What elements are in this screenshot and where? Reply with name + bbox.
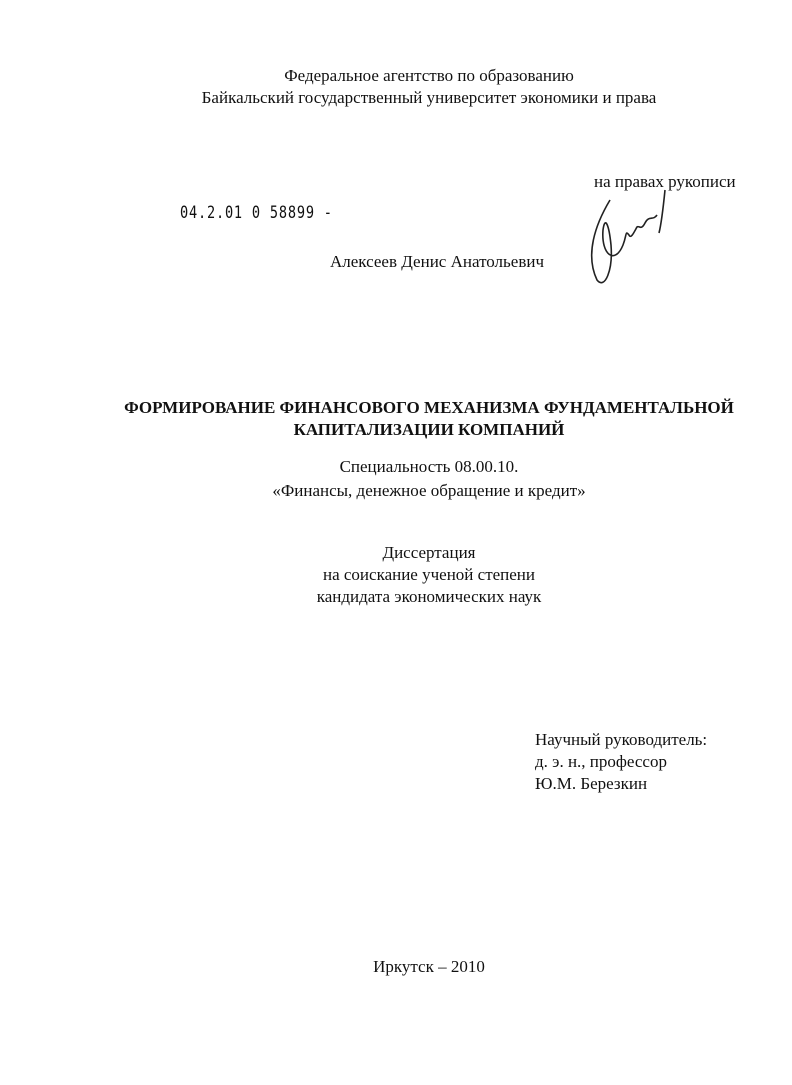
supervisor-label: Научный руководитель: xyxy=(535,730,708,749)
specialty-name: «Финансы, денежное обращение и кредит» xyxy=(272,481,586,500)
supervisor-degree: д. э. н., профессор xyxy=(535,752,667,771)
degree-line-1: Диссертация xyxy=(382,543,476,562)
registration-stamp: 04.2.01 0 58899 - xyxy=(180,203,333,223)
degree-line-3: кандидата экономических наук xyxy=(316,587,542,606)
signature-icon xyxy=(575,185,695,290)
author-name: Алексеев Денис Анатольевич xyxy=(329,252,545,271)
dissertation-title-line-2: КАПИТАЛИЗАЦИИ КОМПАНИЙ xyxy=(293,420,565,439)
dissertation-title-line-1: ФОРМИРОВАНИЕ ФИНАНСОВОГО МЕХАНИЗМА ФУНДАМЕНТАЛЬНОЙ xyxy=(124,398,734,417)
supervisor-name: Ю.М. Березкин xyxy=(535,774,648,793)
agency-name: Федеральное агентство по образованию xyxy=(284,66,574,85)
city-year: Иркутск – 2010 xyxy=(373,957,485,976)
specialty-code: Специальность 08.00.10. xyxy=(339,457,519,476)
university-name: Байкальский государственный университет экономики и права xyxy=(201,88,657,107)
degree-line-2: на соискание ученой степени xyxy=(322,565,536,584)
manuscript-note: на правах рукописи xyxy=(594,172,736,191)
